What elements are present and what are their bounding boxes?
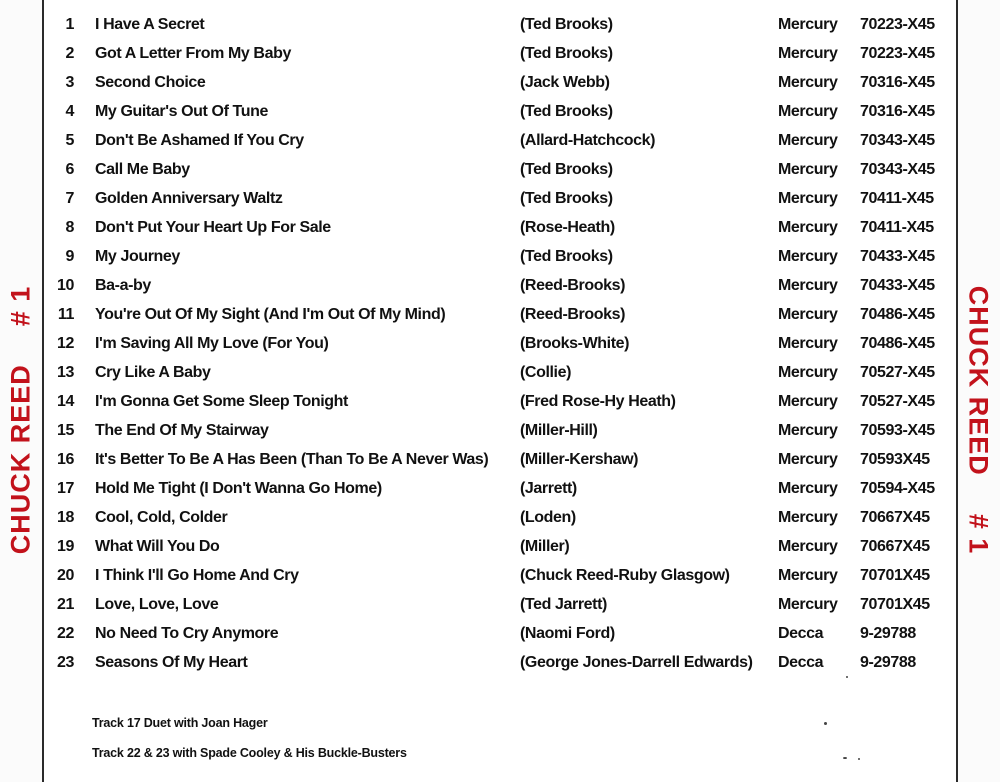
track-writer: (Brooks-White) [520,335,630,352]
track-label: Mercury [778,161,838,178]
track-label: Decca [778,654,824,671]
track-number: 10 [57,277,74,294]
track-catalog: 70343-X45 [860,132,935,149]
track-row [0,331,956,360]
track-row [0,244,956,273]
track-writer: (Reed-Brooks) [520,306,626,323]
track-title: Seasons Of My Heart [95,654,248,671]
track-row [0,157,956,186]
track-title: Got A Letter From My Baby [95,45,291,62]
track-row [0,41,956,70]
track-row [0,128,956,157]
track-row [0,621,956,650]
track-number: 9 [65,248,74,265]
track-label: Mercury [778,248,838,265]
track-label: Mercury [778,74,838,91]
track-label: Mercury [778,422,838,439]
track-row [0,650,956,679]
track-title: Love, Love, Love [95,596,219,613]
scan-speck [843,757,847,759]
track-catalog: 70343-X45 [860,161,935,178]
track-number: 20 [57,567,74,584]
track-row [0,505,956,534]
track-row [0,592,956,621]
track-number: 7 [65,190,74,207]
track-catalog: 70411-X45 [860,190,934,207]
track-row [0,534,956,563]
track-label: Mercury [778,451,838,468]
track-title: The End Of My Stairway [95,422,269,439]
track-title: Hold Me Tight (I Don't Wanna Go Home) [95,480,382,497]
track-title: I Have A Secret [95,16,205,33]
track-label: Mercury [778,480,838,497]
track-number: 22 [57,625,74,642]
track-row [0,273,956,302]
track-number: 6 [65,161,74,178]
track-label: Mercury [778,132,838,149]
track-writer: (Ted Brooks) [520,161,613,178]
track-title: I Think I'll Go Home And Cry [95,567,299,584]
track-number: 19 [57,538,74,555]
track-label: Mercury [778,103,838,120]
track-catalog: 9-29788 [860,654,916,671]
track-catalog: 70316-X45 [860,103,935,120]
track-writer: (Reed-Brooks) [520,277,626,294]
track-title: My Journey [95,248,180,265]
track-number: 17 [57,480,74,497]
track-row [0,70,956,99]
track-writer: (Jack Webb) [520,74,610,91]
track-catalog: 70223-X45 [860,16,935,33]
track-catalog: 70411-X45 [860,219,934,236]
track-label: Mercury [778,190,838,207]
track-note: Track 22 & 23 with Spade Cooley & His Buckle-Busters [92,746,407,760]
track-writer: (Ted Brooks) [520,16,613,33]
track-row [0,215,956,244]
track-catalog: 70527-X45 [860,393,935,410]
track-catalog: 70594-X45 [860,480,935,497]
spine-artist-right: CHUCK REED [963,285,994,476]
track-catalog: 70433-X45 [860,248,935,265]
track-catalog: 70316-X45 [860,74,935,91]
track-writer: (Fred Rose-Hy Heath) [520,393,676,410]
track-title: My Guitar's Out Of Tune [95,103,268,120]
track-writer: (Ted Jarrett) [520,596,607,613]
track-label: Mercury [778,509,838,526]
track-row [0,476,956,505]
track-note: Track 17 Duet with Joan Hager [92,716,268,730]
track-title: Cry Like A Baby [95,364,211,381]
track-number: 5 [65,132,74,149]
track-catalog: 70593-X45 [860,422,935,439]
track-row [0,563,956,592]
scan-speck [824,722,827,725]
track-row [0,360,956,389]
track-label: Mercury [778,596,838,613]
track-catalog: 70701X45 [860,596,930,613]
track-writer: (Naomi Ford) [520,625,615,642]
track-number: 8 [65,219,74,236]
track-number: 12 [57,335,74,352]
track-number: 4 [65,103,74,120]
track-title: You're Out Of My Sight (And I'm Out Of My Mind) [95,306,446,323]
track-title: Call Me Baby [95,161,190,178]
track-writer: (Miller) [520,538,570,555]
right-spine-title [965,286,992,555]
track-catalog: 9-29788 [860,625,916,642]
track-row [0,12,956,41]
track-writer: (Rose-Heath) [520,219,615,236]
scan-speck [858,758,860,760]
scan-speck [846,676,848,678]
track-title: No Need To Cry Anymore [95,625,279,642]
track-label: Mercury [778,306,838,323]
track-number: 3 [65,74,74,91]
track-label: Mercury [778,364,838,381]
track-number: 16 [57,451,74,468]
track-row [0,389,956,418]
track-row [0,99,956,128]
track-writer: (Loden) [520,509,576,526]
track-number: 14 [57,393,74,410]
track-title: I'm Saving All My Love (For You) [95,335,329,352]
track-number: 15 [57,422,74,439]
track-title: It's Better To Be A Has Been (Than To Be A Never Was) [95,451,489,468]
track-catalog: 70667X45 [860,538,930,555]
track-catalog: 70486-X45 [860,306,935,323]
track-writer: (Ted Brooks) [520,248,613,265]
track-number: 13 [57,364,74,381]
track-writer: (Collie) [520,364,572,381]
spine-volume-right: # 1 [963,513,994,555]
track-label: Mercury [778,538,838,555]
track-writer: (Miller-Hill) [520,422,598,439]
track-writer: (George Jones-Darrell Edwards) [520,654,753,671]
spine-artist-left: CHUCK REED [5,364,36,555]
track-writer: (Jarrett) [520,480,577,497]
track-catalog: 70701X45 [860,567,930,584]
track-writer: (Ted Brooks) [520,45,613,62]
track-number: 18 [57,509,74,526]
track-writer: (Allard-Hatchcock) [520,132,656,149]
track-row [0,418,956,447]
track-number: 1 [65,16,74,33]
track-label: Mercury [778,393,838,410]
track-catalog: 70433-X45 [860,277,935,294]
track-catalog: 70486-X45 [860,335,935,352]
track-row [0,186,956,215]
track-title: Don't Put Your Heart Up For Sale [95,219,331,236]
track-catalog: 70223-X45 [860,45,935,62]
spine-volume-left: # 1 [5,285,36,327]
track-label: Mercury [778,45,838,62]
track-writer: (Ted Brooks) [520,103,613,120]
track-title: Second Choice [95,74,206,91]
track-catalog: 70667X45 [860,509,930,526]
track-number: 21 [57,596,74,613]
track-number: 2 [65,45,74,62]
track-title: Ba-a-by [95,277,151,294]
track-label: Mercury [778,277,838,294]
track-writer: (Miller-Kershaw) [520,451,639,468]
track-writer: (Ted Brooks) [520,190,613,207]
track-catalog: 70593X45 [860,451,930,468]
track-title: I'm Gonna Get Some Sleep Tonight [95,393,348,410]
track-label: Mercury [778,567,838,584]
track-label: Mercury [778,16,838,33]
track-label: Decca [778,625,824,642]
track-writer: (Chuck Reed-Ruby Glasgow) [520,567,730,584]
track-catalog: 70527-X45 [860,364,935,381]
track-title: What Will You Do [95,538,220,555]
track-title: Golden Anniversary Waltz [95,190,283,207]
track-label: Mercury [778,335,838,352]
track-number: 23 [57,654,74,671]
track-title: Don't Be Ashamed If You Cry [95,132,304,149]
track-title: Cool, Cold, Colder [95,509,228,526]
track-number: 11 [57,306,74,323]
track-row [0,447,956,476]
track-row [0,302,956,331]
track-label: Mercury [778,219,838,236]
